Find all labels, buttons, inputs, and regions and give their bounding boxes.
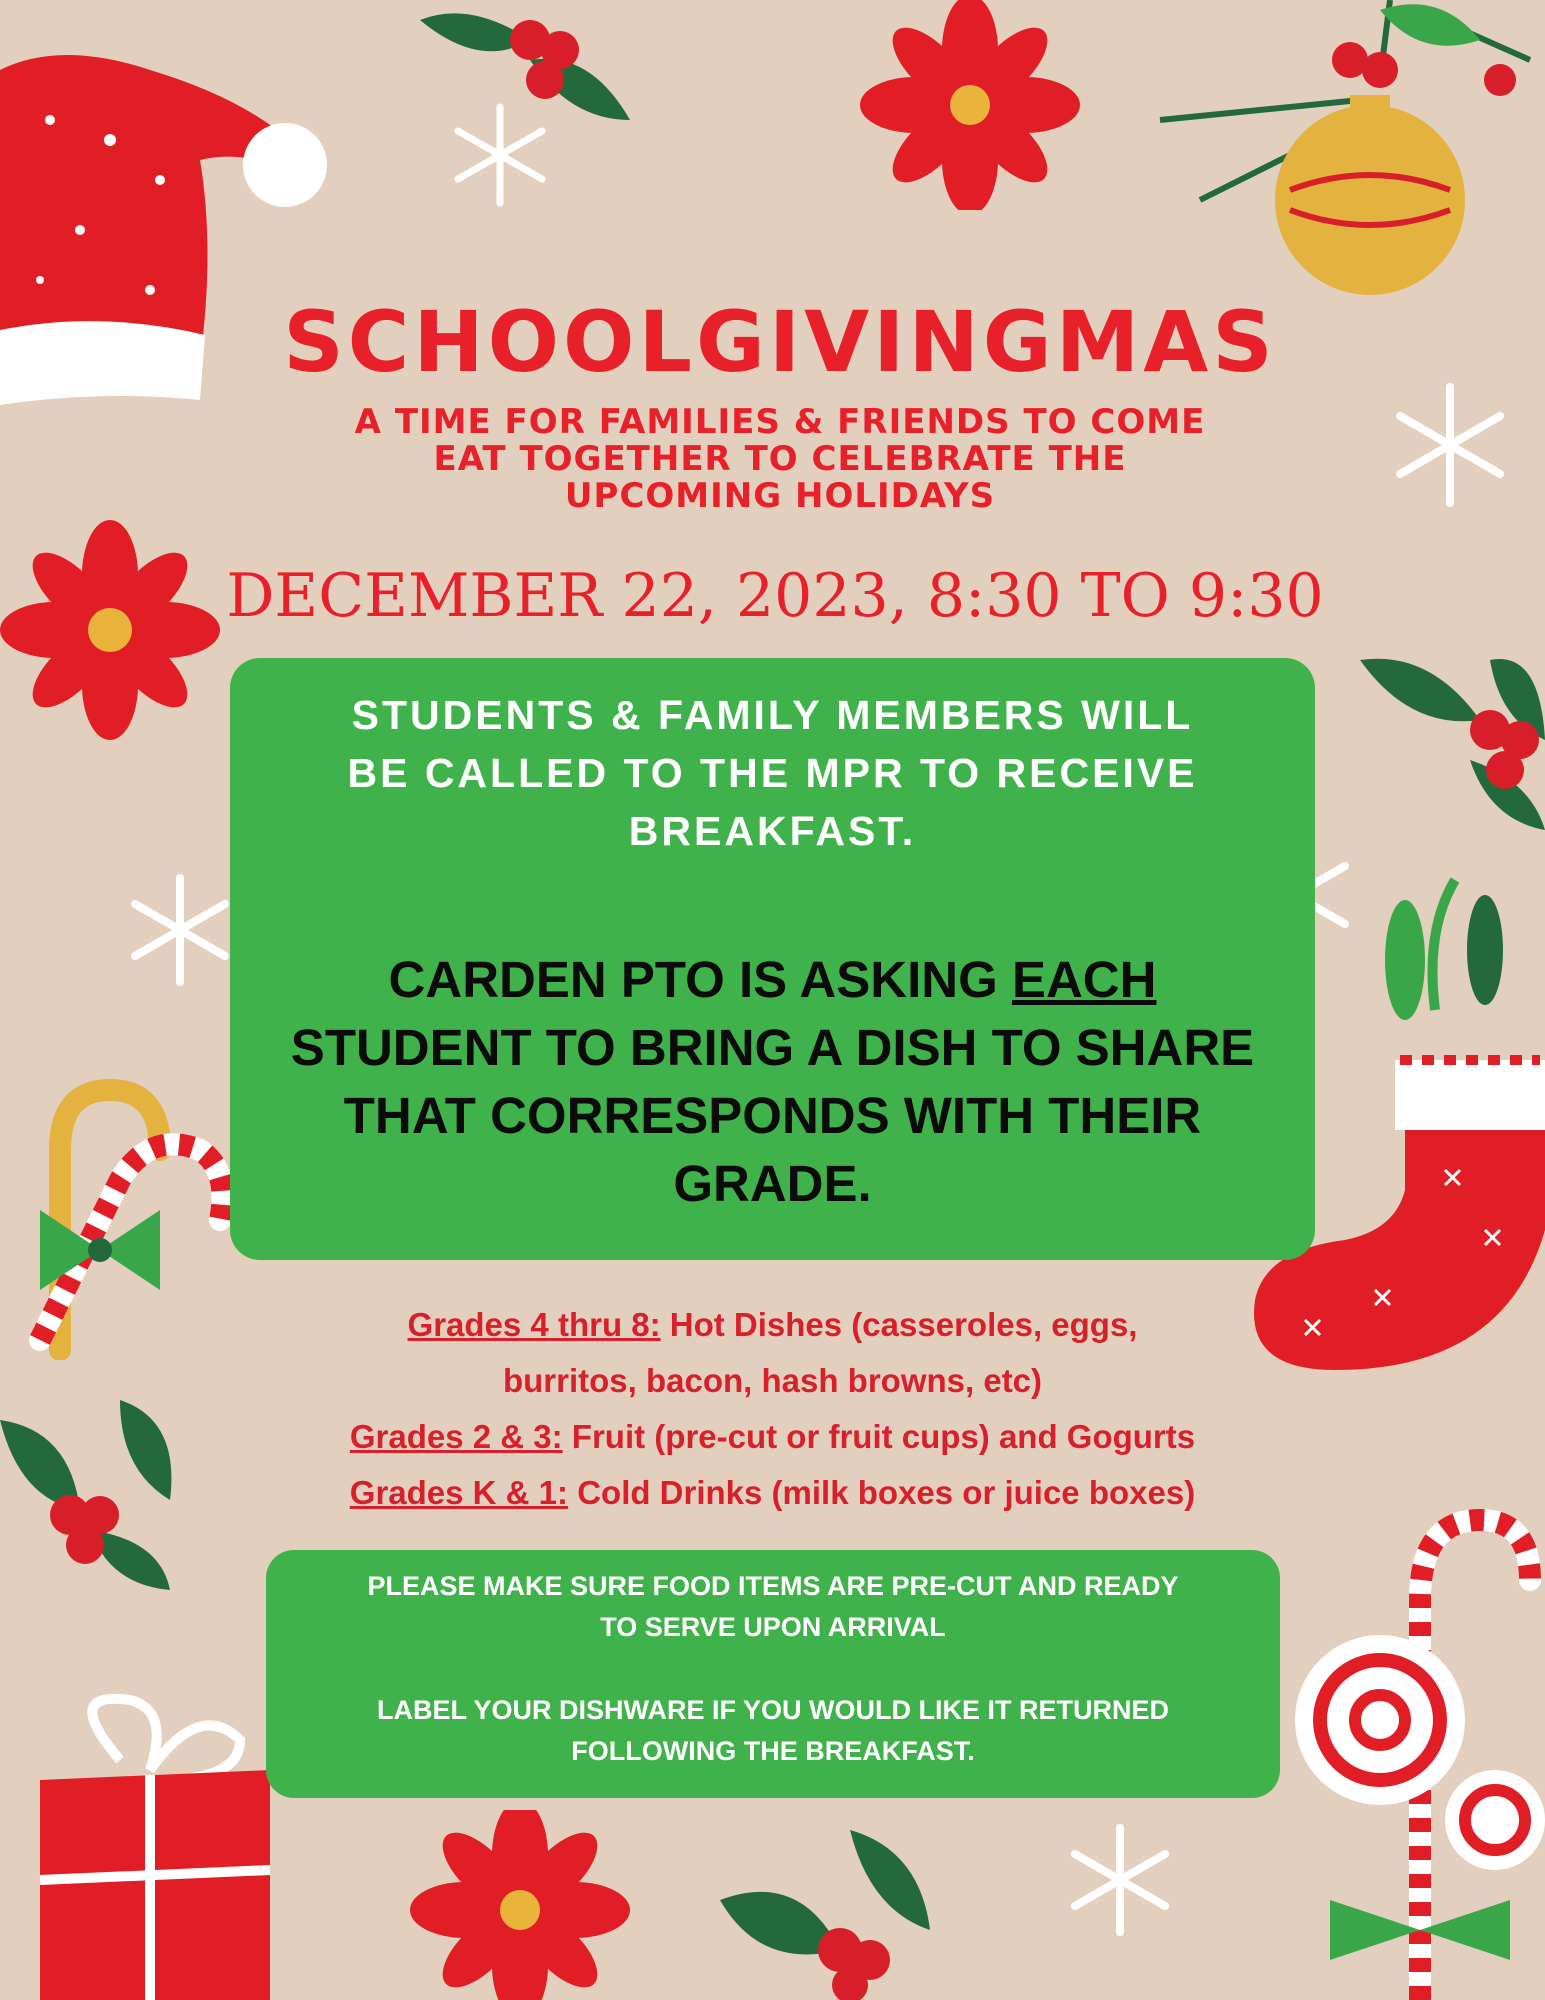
event-date: DECEMBER 22, 2023, 8:30 TO 9:30: [226, 561, 1324, 631]
holly-icon: [0, 1390, 180, 1590]
subtitle: [230, 404, 1330, 515]
request-text: CARDEN PTO IS ASKING: [388, 951, 1012, 1008]
snowflake-icon: [1060, 1820, 1180, 1940]
notice-line: STUDENTS & FAMILY MEMBERS WILL: [351, 692, 1194, 738]
subtitle-line: UPCOMING HOLIDAYS: [564, 476, 996, 516]
gift-icon: [0, 1680, 280, 2000]
lollipop-icon: [1270, 1460, 1545, 2000]
request-emphasis: EACH: [1011, 951, 1157, 1008]
dishware-note: [280, 1690, 1266, 1772]
grade-item-continued: burritos, bacon, hash browns, etc): [502, 1362, 1043, 1399]
snowflake-icon: [1385, 380, 1515, 510]
note-line: PLEASE MAKE SURE FOOD ITEMS ARE PRE-CUT AND READY: [367, 1571, 1179, 1601]
snowflake-icon: [120, 870, 240, 990]
candy-cane-icon: [0, 1070, 240, 1360]
grade-item: [230, 1297, 1315, 1353]
grade-list: [230, 1297, 1315, 1521]
request-line: [240, 946, 1305, 1014]
grade-label: Grades 2 & 3:: [349, 1418, 563, 1455]
poinsettia-icon: [860, 0, 1080, 210]
snowflake-icon: [445, 100, 555, 210]
holly-icon: [1350, 630, 1545, 830]
poinsettia-icon: [0, 520, 230, 740]
note-line: LABEL YOUR DISHWARE IF YOU WOULD LIKE IT RETURNED: [376, 1695, 1170, 1725]
ornament-icon: [1140, 0, 1545, 310]
note-box: [266, 1550, 1280, 1798]
grade-text: Fruit (pre-cut or fruit cups) and Gogurts: [562, 1418, 1196, 1455]
request-line: THAT CORRESPONDS WITH THEIR: [343, 1087, 1202, 1144]
request-line: STUDENT TO BRING A DISH TO SHARE: [290, 1019, 1255, 1076]
grade-label: Grades 4 thru 8:: [407, 1306, 661, 1343]
grade-label: Grades K & 1:: [349, 1474, 569, 1511]
poinsettia-icon: [410, 1810, 630, 2000]
main-info-box: [230, 658, 1315, 1260]
subtitle-line: EAT TOGETHER TO CELEBRATE THE: [433, 439, 1127, 479]
precut-note: [280, 1566, 1266, 1648]
request-line: GRADE.: [673, 1155, 872, 1212]
notice-line: BE CALLED TO THE MPR TO RECEIVE: [347, 750, 1198, 796]
grade-text: Cold Drinks (milk boxes or juice boxes): [568, 1474, 1196, 1511]
dish-request: [240, 946, 1305, 1218]
holly-icon: [720, 1810, 950, 2000]
subtitle-line: A TIME FOR FAMILIES & FRIENDS TO COME: [354, 402, 1206, 442]
note-line: TO SERVE UPON ARRIVAL: [600, 1612, 946, 1642]
notice-line: BREAKFAST.: [628, 808, 917, 854]
note-line: FOLLOWING THE BREAKFAST.: [571, 1736, 975, 1766]
grade-text: Hot Dishes (casseroles, eggs,: [660, 1306, 1138, 1343]
page-title: SCHOOLGIVINGMAS: [283, 293, 1277, 391]
grade-item: [230, 1409, 1315, 1465]
grade-item: [230, 1465, 1315, 1521]
breakfast-notice: [270, 686, 1275, 860]
